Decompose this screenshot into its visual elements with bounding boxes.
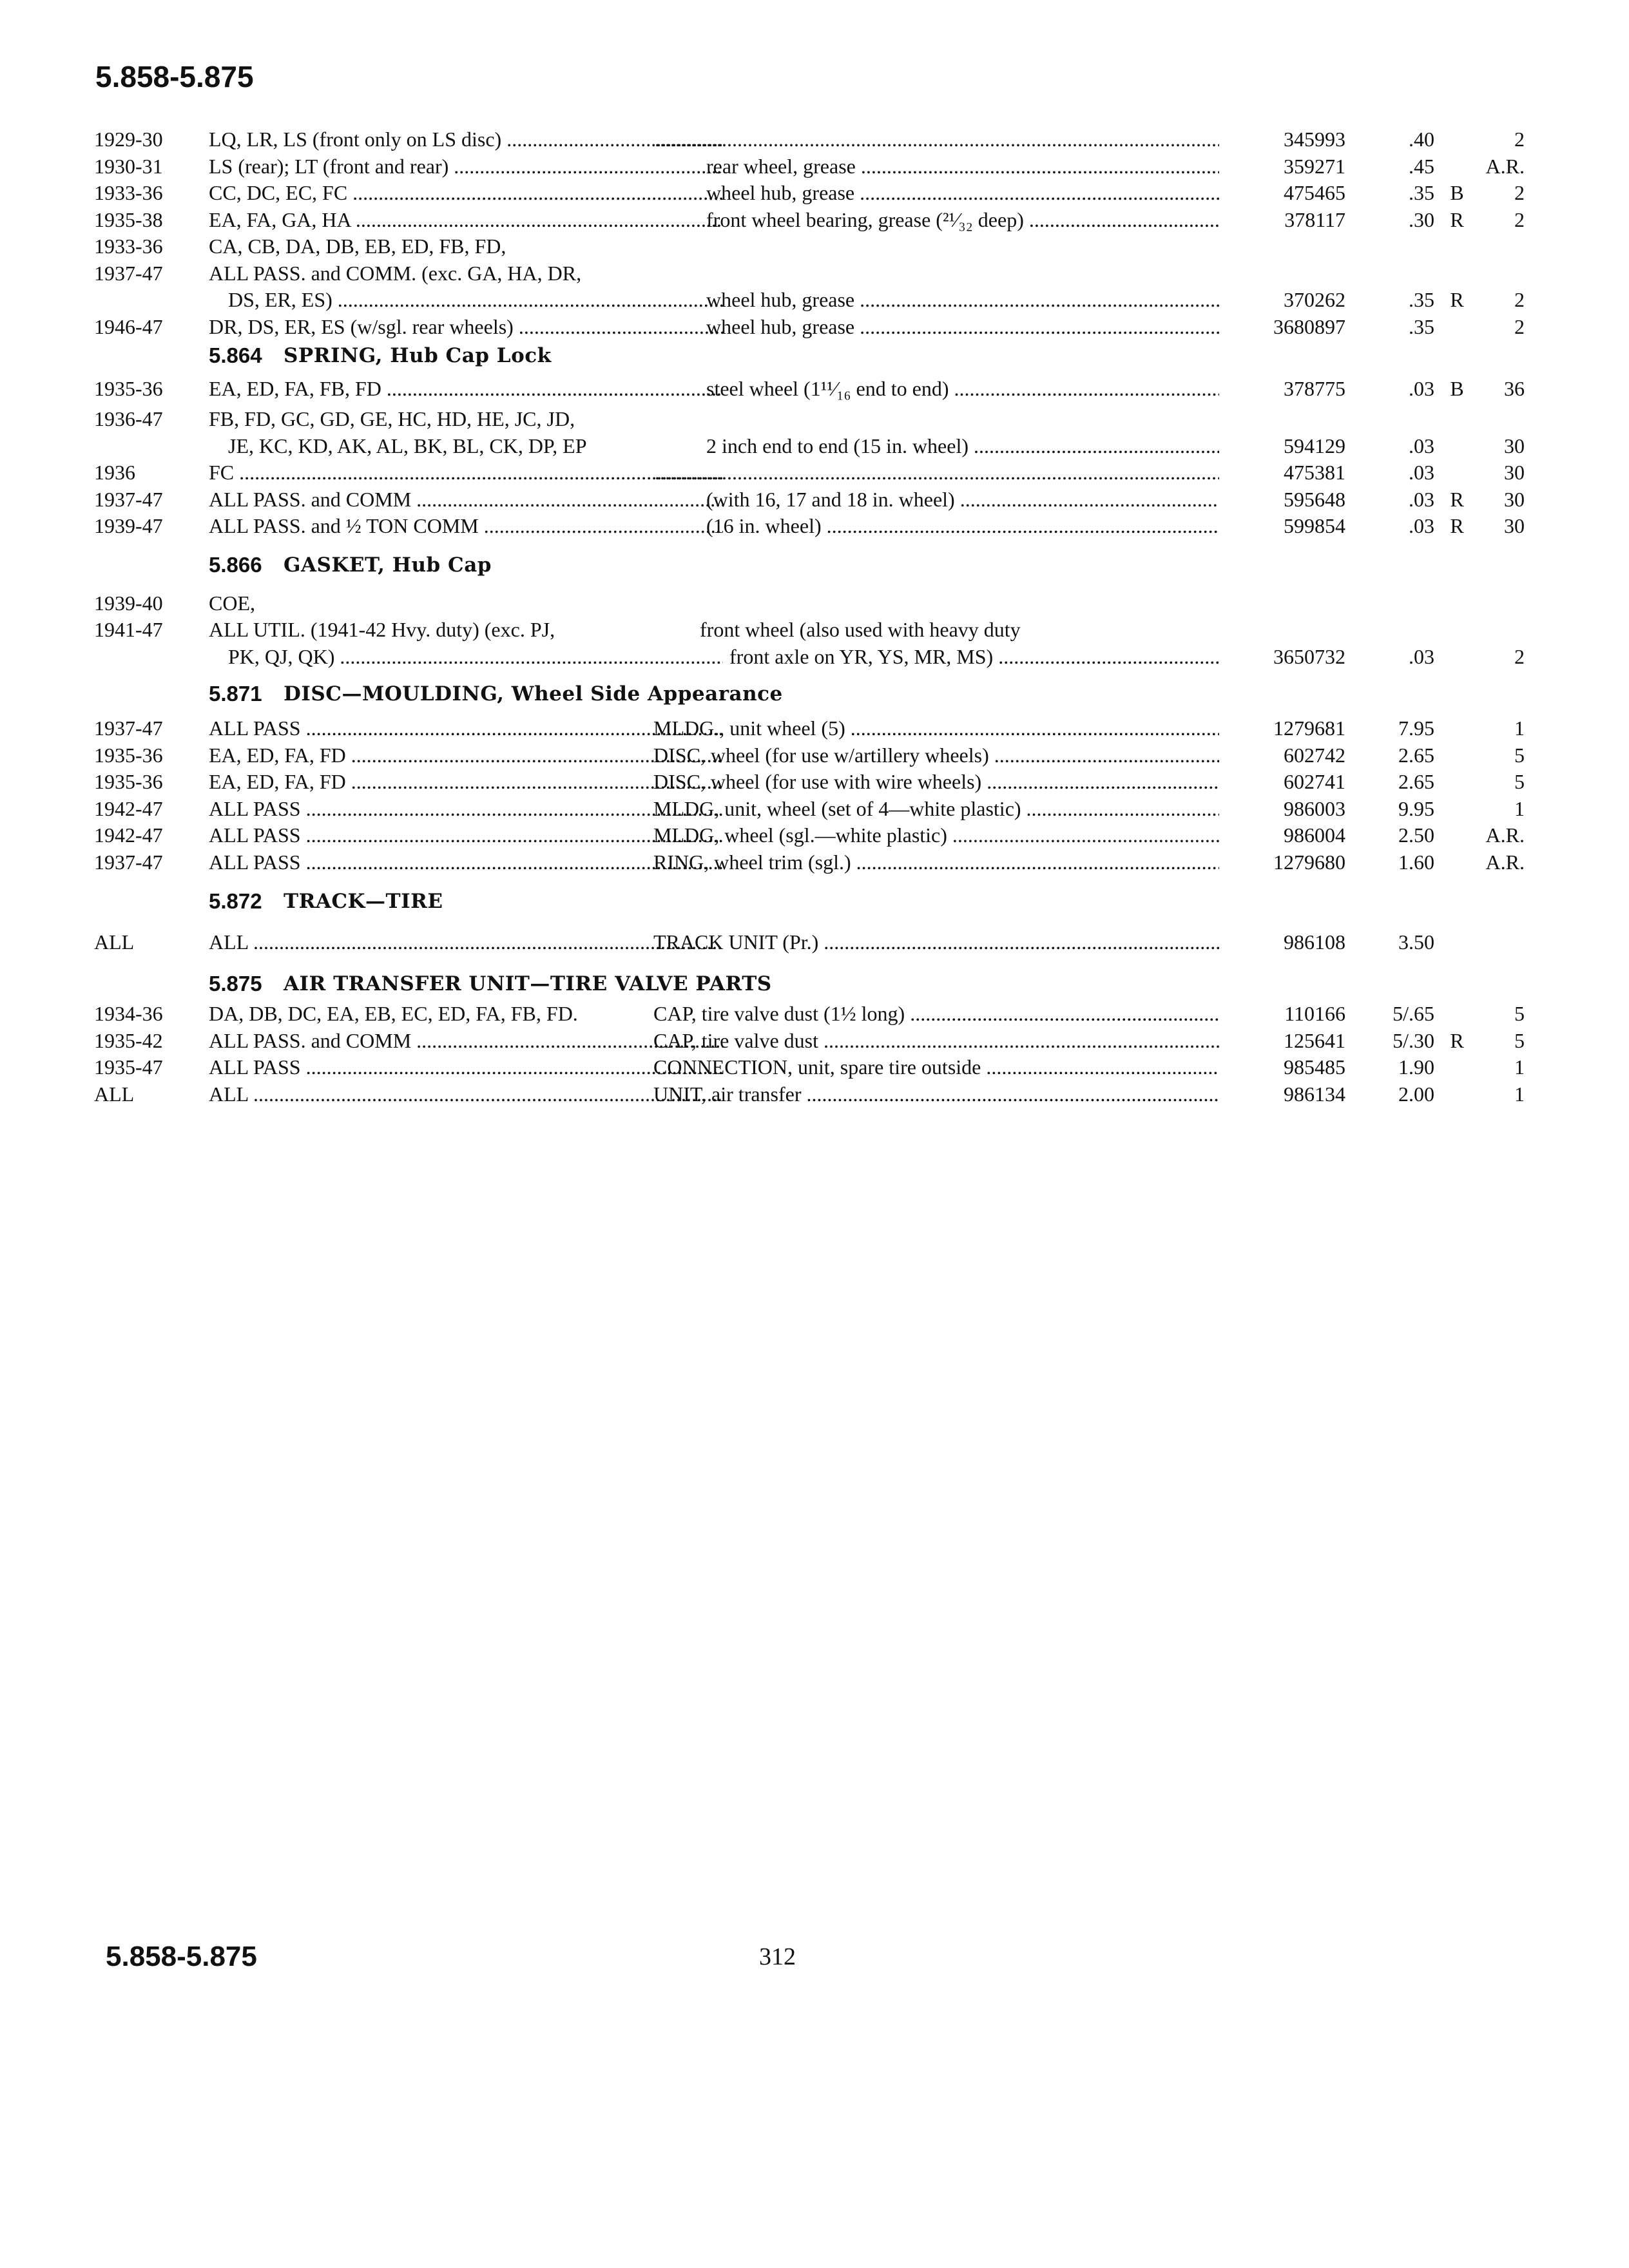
- quantity-cell: 30: [1504, 434, 1525, 457]
- year-cell: 1946-47: [94, 314, 163, 338]
- table-row: [94, 287, 1525, 314]
- price-cell: .03: [1409, 377, 1434, 400]
- model-cell: FC .....: [209, 459, 723, 486]
- part-number-cell: 3650732: [1273, 644, 1345, 668]
- model-cell: EA, FA, GA, HA .....: [209, 207, 723, 234]
- price-cell: 5/.65: [1393, 1002, 1434, 1025]
- model-cell: EA, ED, FA, FD .....: [209, 769, 723, 796]
- part-number-cell: 1279680: [1273, 850, 1345, 874]
- part-number-cell: 345993: [1284, 128, 1345, 151]
- quantity-cell: 30: [1504, 487, 1525, 511]
- model-cell: FB, FD, GC, GD, GE, HC, HD, HE, JC, JD,: [209, 407, 575, 430]
- year-cell: 1929-30: [94, 128, 163, 151]
- table-row: [94, 260, 1460, 287]
- year-cell: 1933-36: [94, 181, 163, 204]
- part-number-cell: 602741: [1284, 770, 1345, 793]
- description-cell: [655, 459, 1219, 486]
- part-number-cell: 986003: [1284, 796, 1345, 820]
- table-row: [94, 233, 1460, 260]
- section-title: TRACK—TIRE: [284, 890, 443, 913]
- code-cell: B: [1450, 181, 1464, 204]
- year-cell: 1942-47: [94, 823, 163, 847]
- description-cell: wheel hub, grease .....: [706, 180, 1219, 207]
- description-cell: 2 inch end to end (15 in. wheel) .....: [706, 433, 1219, 460]
- table-row: [94, 822, 1525, 849]
- model-cell: COE,: [209, 591, 255, 615]
- model-cell: ALL PASS. and COMM. (exc. GA, HA, DR,: [209, 261, 582, 285]
- price-cell: .35: [1409, 314, 1434, 338]
- table-row: [94, 617, 1460, 644]
- price-cell: 5/.30: [1393, 1028, 1434, 1052]
- year-cell: 1935-36: [94, 743, 163, 767]
- description-cell: MLDG, unit, wheel (set of 4—white plastic) .....: [653, 796, 1219, 823]
- price-cell: .45: [1409, 154, 1434, 178]
- table-row: [94, 849, 1525, 876]
- parts-listing: [94, 126, 1525, 1108]
- year-cell: 1937-47: [94, 716, 163, 740]
- table-row: [94, 486, 1525, 514]
- part-number-cell: 378775: [1284, 377, 1345, 400]
- description-cell: MLDG, wheel (sgl.—white plastic) .....: [653, 822, 1219, 849]
- description-cell: TRACK UNIT (Pr.) .....: [653, 925, 1219, 959]
- year-cell: 1942-47: [94, 796, 163, 820]
- table-row: [94, 590, 1460, 617]
- quantity-cell: 36: [1504, 377, 1525, 400]
- table-row: [94, 796, 1525, 823]
- quantity-cell: 5: [1514, 743, 1525, 767]
- year-cell: 1935-36: [94, 770, 163, 793]
- model-cell: ALL .....: [209, 1081, 723, 1108]
- quantity-cell: 5: [1514, 770, 1525, 793]
- model-cell: DA, DB, DC, EA, EB, EC, ED, FA, FB, FD.: [209, 1002, 578, 1025]
- part-number-cell: 378117: [1284, 207, 1345, 231]
- year-cell: 1933-36: [94, 235, 163, 258]
- description-cell: steel wheel (1¹¹⁄₁₆ end to end) .....: [706, 371, 1219, 406]
- price-cell: 7.95: [1398, 716, 1434, 740]
- quantity-cell: 5: [1514, 1002, 1525, 1025]
- year-cell: 1930-31: [94, 154, 163, 178]
- quantity-cell: 2: [1514, 128, 1525, 151]
- description-cell: (16 in. wheel) .....: [706, 513, 1219, 540]
- table-row: [94, 769, 1525, 796]
- table-row: [94, 180, 1525, 207]
- code-cell: R: [1450, 514, 1464, 537]
- table-row: [94, 1081, 1525, 1108]
- year-cell: 1934-36: [94, 1002, 163, 1025]
- model-cell: ALL PASS. and COMM .....: [209, 486, 723, 514]
- quantity-cell: 30: [1504, 514, 1525, 537]
- code-cell: R: [1450, 288, 1464, 311]
- part-number-cell: 3680897: [1273, 314, 1345, 338]
- table-row: [94, 644, 1525, 671]
- page-header-ref: 5.858-5.875: [95, 60, 254, 93]
- model-cell: CA, CB, DA, DB, EB, ED, FB, FD,: [209, 235, 506, 258]
- code-cell: B: [1450, 377, 1464, 400]
- year-cell: ALL: [94, 930, 135, 954]
- table-row: [94, 742, 1525, 769]
- part-number-cell: 125641: [1284, 1028, 1345, 1052]
- model-cell: ALL UTIL. (1941-42 Hvy. duty) (exc. PJ,: [209, 618, 555, 641]
- quantity-cell: 1: [1514, 1055, 1525, 1079]
- table-row: [94, 153, 1525, 180]
- table-row: [94, 925, 1460, 959]
- model-cell: JE, KC, KD, AK, AL, BK, BL, CK, DP, EP: [228, 434, 587, 457]
- code-cell: R: [1450, 207, 1464, 231]
- quantity-cell: 2: [1514, 288, 1525, 311]
- year-cell: 1935-42: [94, 1028, 163, 1052]
- year-cell: 1935-38: [94, 207, 163, 231]
- section-number: 5.866: [209, 552, 262, 577]
- model-cell: ALL PASS .....: [209, 822, 723, 849]
- price-cell: .03: [1409, 514, 1434, 537]
- quantity-cell: 1: [1514, 1082, 1525, 1106]
- part-number-cell: 359271: [1284, 154, 1345, 178]
- model-cell: ALL PASS .....: [209, 849, 723, 876]
- part-number-cell: 475381: [1284, 461, 1345, 484]
- description-cell: MLDG., unit wheel (5) .....: [653, 715, 1219, 742]
- description-cell: UNIT, air transfer .....: [653, 1081, 1219, 1108]
- part-number-cell: 1279681: [1273, 716, 1345, 740]
- description-cell: wheel hub, grease .....: [706, 314, 1219, 341]
- part-number-cell: 110166: [1284, 1002, 1345, 1025]
- year-cell: 1936: [94, 461, 135, 484]
- table-row: [94, 433, 1525, 460]
- model-cell: ALL PASS .....: [209, 1054, 723, 1081]
- quantity-cell: 30: [1504, 461, 1525, 484]
- part-number-cell: 370262: [1284, 288, 1345, 311]
- part-number-cell: 475465: [1284, 181, 1345, 204]
- section-heading: [94, 670, 1460, 715]
- price-cell: .40: [1409, 128, 1434, 151]
- price-cell: .03: [1409, 644, 1434, 668]
- year-cell: 1935-47: [94, 1055, 163, 1079]
- year-cell: 1941-47: [94, 618, 163, 641]
- price-cell: .35: [1409, 288, 1434, 311]
- price-cell: 9.95: [1398, 796, 1434, 820]
- description-cell: front axle on YR, YS, MR, MS) .....: [729, 644, 1219, 671]
- part-number-cell: 986004: [1284, 823, 1345, 847]
- section-number: 5.864: [209, 343, 262, 367]
- price-cell: 2.00: [1398, 1082, 1434, 1106]
- model-cell: EA, ED, FA, FB, FD .....: [209, 371, 723, 406]
- quantity-cell: 2: [1514, 314, 1525, 338]
- table-row: [94, 513, 1525, 540]
- year-cell: 1936-47: [94, 407, 163, 430]
- table-row: [94, 1001, 1525, 1028]
- price-cell: .30: [1409, 207, 1434, 231]
- price-cell: 3.50: [1398, 930, 1434, 954]
- description-cell: CONNECTION, unit, spare tire outside .....: [653, 1054, 1219, 1081]
- description-cell: RING, wheel trim (sgl.) .....: [653, 849, 1219, 876]
- quantity-cell: 2: [1514, 207, 1525, 231]
- model-cell: ALL PASS .....: [209, 796, 723, 823]
- quantity-cell: 1: [1514, 796, 1525, 820]
- year-cell: 1937-47: [94, 850, 163, 874]
- model-cell: ALL .....: [209, 925, 723, 959]
- table-row: [94, 459, 1525, 486]
- year-cell: 1939-40: [94, 591, 163, 615]
- part-number-cell: 595648: [1284, 487, 1345, 511]
- description-cell: wheel hub, grease .....: [706, 287, 1219, 314]
- table-row: [94, 207, 1525, 234]
- code-cell: R: [1450, 1028, 1464, 1052]
- model-cell: EA, ED, FA, FD .....: [209, 742, 723, 769]
- quantity-cell: 2: [1514, 181, 1525, 204]
- table-row: [94, 1054, 1525, 1081]
- table-row: [94, 314, 1525, 341]
- quantity-cell: 1: [1514, 716, 1525, 740]
- model-cell: LQ, LR, LS (front only on LS disc) .....: [209, 126, 723, 153]
- section-number: 5.871: [209, 682, 262, 706]
- price-cell: 1.60: [1398, 850, 1434, 874]
- price-cell: .03: [1409, 434, 1434, 457]
- model-cell: DS, ER, ES) .....: [228, 287, 723, 314]
- quantity-cell: A.R.: [1485, 823, 1525, 847]
- price-cell: 1.90: [1398, 1055, 1434, 1079]
- price-cell: .03: [1409, 487, 1434, 511]
- description-cell: front wheel (also used with heavy duty: [700, 618, 1021, 641]
- year-cell: 1937-47: [94, 487, 163, 511]
- part-number-cell: 594129: [1284, 434, 1345, 457]
- part-number-cell: 602742: [1284, 743, 1345, 767]
- section-title: SPRING, Hub Cap Lock: [284, 344, 552, 367]
- table-row: [94, 715, 1525, 742]
- section-title: AIR TRANSFER UNIT—TIRE VALVE PARTS: [284, 972, 772, 995]
- model-cell: DR, DS, ER, ES (w/sgl. rear wheels) .....: [209, 314, 723, 341]
- table-row: [94, 371, 1525, 406]
- part-number-cell: 985485: [1284, 1055, 1345, 1079]
- section-number: 5.875: [209, 972, 262, 995]
- section-heading: [94, 540, 1460, 590]
- quantity-cell: 2: [1514, 644, 1525, 668]
- quantity-cell: 5: [1514, 1028, 1525, 1052]
- code-cell: R: [1450, 487, 1464, 511]
- description-cell: CAP, tire valve dust .....: [653, 1028, 1219, 1055]
- table-row: [94, 406, 1460, 433]
- table-row: [94, 126, 1525, 153]
- section-number: 5.872: [209, 889, 262, 913]
- model-cell: LS (rear); LT (front and rear) .....: [209, 153, 723, 180]
- quantity-cell: A.R.: [1485, 850, 1525, 874]
- description-cell: DISC, wheel (for use with wire wheels) .....: [653, 769, 1219, 796]
- price-cell: .35: [1409, 181, 1434, 204]
- section-heading: [94, 340, 1460, 371]
- description-cell: DISC, wheel (for use w/artillery wheels) .....: [653, 742, 1219, 769]
- section-heading: [94, 876, 1460, 925]
- section-title: DISC—MOULDING, Wheel Side Appearance: [284, 682, 783, 706]
- description-cell: (with 16, 17 and 18 in. wheel) .....: [706, 486, 1219, 514]
- model-cell: CC, DC, EC, FC .....: [209, 180, 723, 207]
- part-number-cell: 986134: [1284, 1082, 1345, 1106]
- price-cell: 2.50: [1398, 823, 1434, 847]
- description-cell: CAP, tire valve dust (1½ long) .....: [653, 1001, 1219, 1028]
- page-number: 312: [759, 1943, 796, 1970]
- part-number-cell: 986108: [1284, 930, 1345, 954]
- price-cell: 2.65: [1398, 743, 1434, 767]
- model-cell: ALL PASS .....: [209, 715, 723, 742]
- section-title: GASKET, Hub Cap: [284, 553, 492, 577]
- description-cell: front wheel bearing, grease (²¹⁄₃₂ deep) .....: [706, 207, 1219, 234]
- page-footer-ref: 5.858-5.875: [106, 1941, 257, 1972]
- model-cell: ALL PASS. and ½ TON COMM .....: [209, 513, 723, 540]
- description-cell: [655, 126, 1219, 153]
- price-cell: .03: [1409, 461, 1434, 484]
- year-cell: 1939-47: [94, 514, 163, 537]
- section-heading: [94, 959, 1460, 1001]
- model-cell: PK, QJ, QK) .....: [228, 644, 723, 671]
- year-cell: 1935-36: [94, 377, 163, 400]
- quantity-cell: A.R.: [1485, 154, 1525, 178]
- price-cell: 2.65: [1398, 770, 1434, 793]
- description-cell: rear wheel, grease .....: [706, 153, 1219, 180]
- year-cell: ALL: [94, 1082, 135, 1106]
- model-cell: ALL PASS. and COMM .....: [209, 1028, 723, 1055]
- part-number-cell: 599854: [1284, 514, 1345, 537]
- year-cell: 1937-47: [94, 261, 163, 285]
- table-row: [94, 1028, 1525, 1055]
